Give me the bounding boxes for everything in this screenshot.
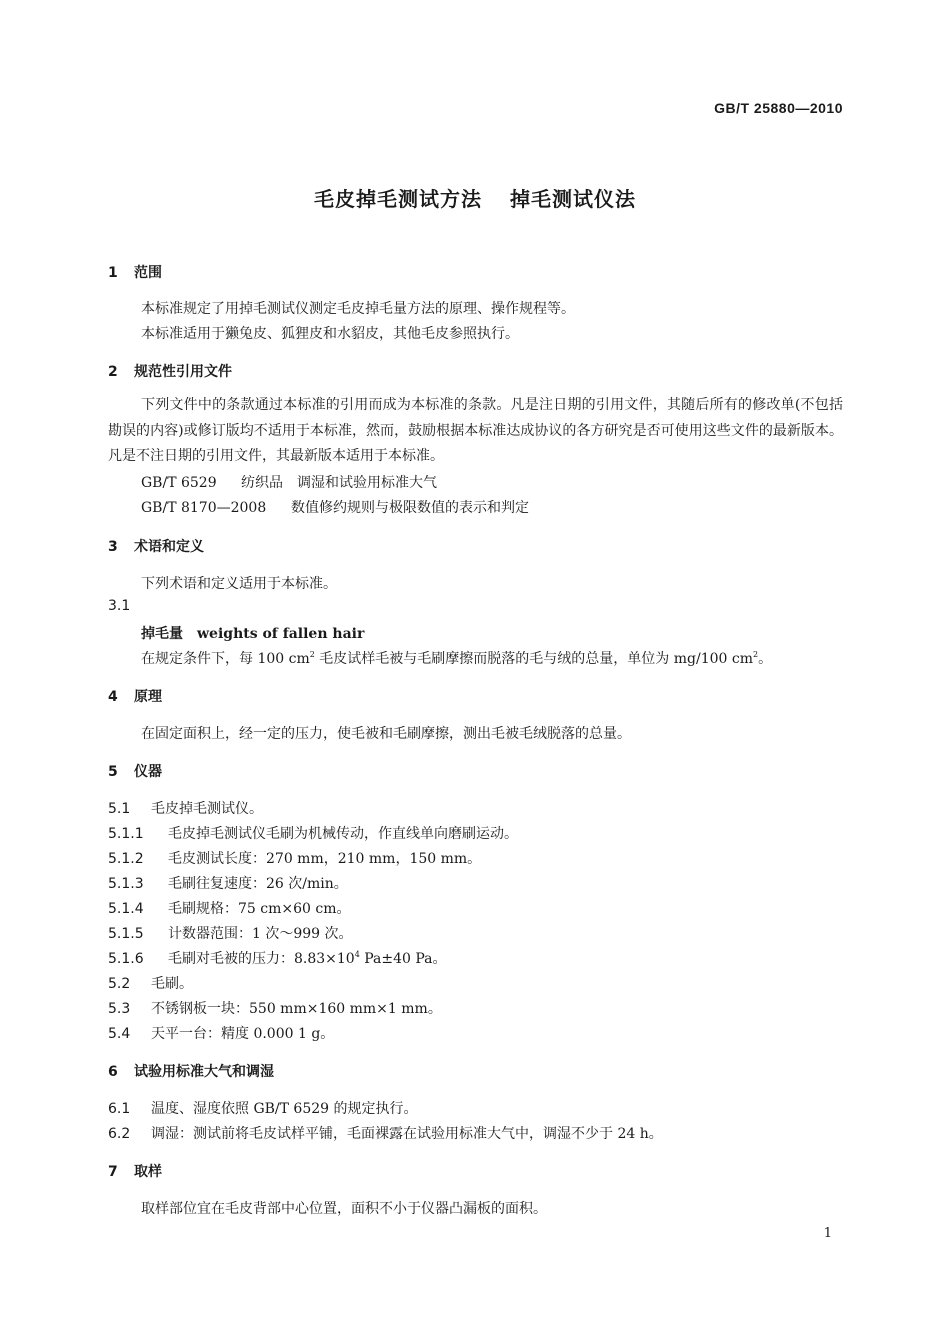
term-entry: 掉毛量 weights of fallen hair bbox=[141, 626, 365, 642]
clause-5-1-6: 5.1.6 毛刷对毛被的压力：$8.83\times 10^4$ Pa±40 Pa。 bbox=[108, 950, 447, 967]
clause-5-1-5: 5.1.5 计数器范围：1 次～999 次。 bbox=[108, 926, 353, 942]
title-sub: 掉毛测试仪法 bbox=[510, 187, 636, 211]
page-number: 1 bbox=[823, 1226, 832, 1241]
clause-6-2: 6.2 调湿：测试前将毛皮试样平铺，毛面裸露在试验用标准大气中，调湿不少于 24 h。 bbox=[108, 1126, 663, 1142]
section-1-para-1: 本标准规定了用掉毛测试仪测定毛皮掉毛量方法的原理、操作规程等。 bbox=[141, 301, 575, 317]
clause-5-1-4: 5.1.4 毛刷规格：75 cm×60 cm。 bbox=[108, 901, 351, 917]
clause-6-1: 6.1 温度、湿度依照 GB/T 6529 的规定执行。 bbox=[108, 1101, 418, 1117]
standard-number: GB/T 25880—2010 bbox=[714, 100, 843, 116]
term-definition: 在规定条件下，每 100 $cm^2$ 毛皮试样毛被与毛刷摩擦而脱落的毛与绒的总量，单位为 mg/100 $cm^2$。 bbox=[141, 650, 773, 667]
clause-5-3: 5.3 不锈钢板一块：550 mm×160 mm×1 mm。 bbox=[108, 1001, 442, 1017]
section-7-para-1: 取样部位宜在毛皮背部中心位置，面积不小于仪器凸漏板的面积。 bbox=[141, 1201, 547, 1217]
section-2-heading: 2 规范性引用文件 bbox=[108, 364, 232, 380]
term-number: 3.1 bbox=[108, 598, 131, 614]
section-1-para-2: 本标准适用于獭兔皮、狐狸皮和水貂皮，其他毛皮参照执行。 bbox=[141, 326, 519, 342]
section-1-heading: 1 范围 bbox=[108, 265, 162, 281]
section-7-heading: 7 取样 bbox=[108, 1164, 162, 1180]
section-3-heading: 3 术语和定义 bbox=[108, 539, 204, 555]
section-5-heading: 5 仪器 bbox=[108, 764, 162, 780]
clause-5-1: 5.1 毛皮掉毛测试仪。 bbox=[108, 801, 263, 817]
clause-5-1-3: 5.1.3 毛刷往复速度：26 次/min。 bbox=[108, 876, 348, 892]
document-title bbox=[0, 183, 950, 212]
section-6-heading: 6 试验用标准大气和调湿 bbox=[108, 1064, 274, 1080]
clause-5-1-1: 5.1.1 毛皮掉毛测试仪毛刷为机械传动，作直线单向磨刷运动。 bbox=[108, 826, 518, 842]
section-4-heading: 4 原理 bbox=[108, 689, 162, 705]
section-2-para-1: 下列文件中的条款通过本标准的引用而成为本标准的条款。凡是注日期的引用文件，其随后所有的修改单(不包括勘误的内容)或修订版均不适用于本标准，然而，鼓励根据本标准达成协议的各方研究是否可使用这些文件的最新版本。凡是不注日期的引用文件，其最新版本适用于本标准。 bbox=[108, 397, 843, 464]
clause-5-2: 5.2 毛刷。 bbox=[108, 976, 193, 992]
normative-reference-2: GB/T 8170—2008 数值修约规则与极限数值的表示和判定 bbox=[141, 500, 529, 516]
section-3-para-1: 下列术语和定义适用于本标准。 bbox=[141, 576, 337, 592]
normative-reference-1: GB/T 6529 纺织品 调湿和试验用标准大气 bbox=[141, 475, 437, 491]
clause-5-4: 5.4 天平一台：精度 0.000 1 g。 bbox=[108, 1026, 335, 1042]
section-4-para-1: 在固定面积上，经一定的压力，使毛被和毛刷摩擦，测出毛被毛绒脱落的总量。 bbox=[141, 726, 631, 742]
clause-5-1-2: 5.1.2 毛皮测试长度：270 mm，210 mm，150 mm。 bbox=[108, 851, 482, 867]
title-main: 毛皮掉毛测试方法 bbox=[314, 187, 482, 211]
